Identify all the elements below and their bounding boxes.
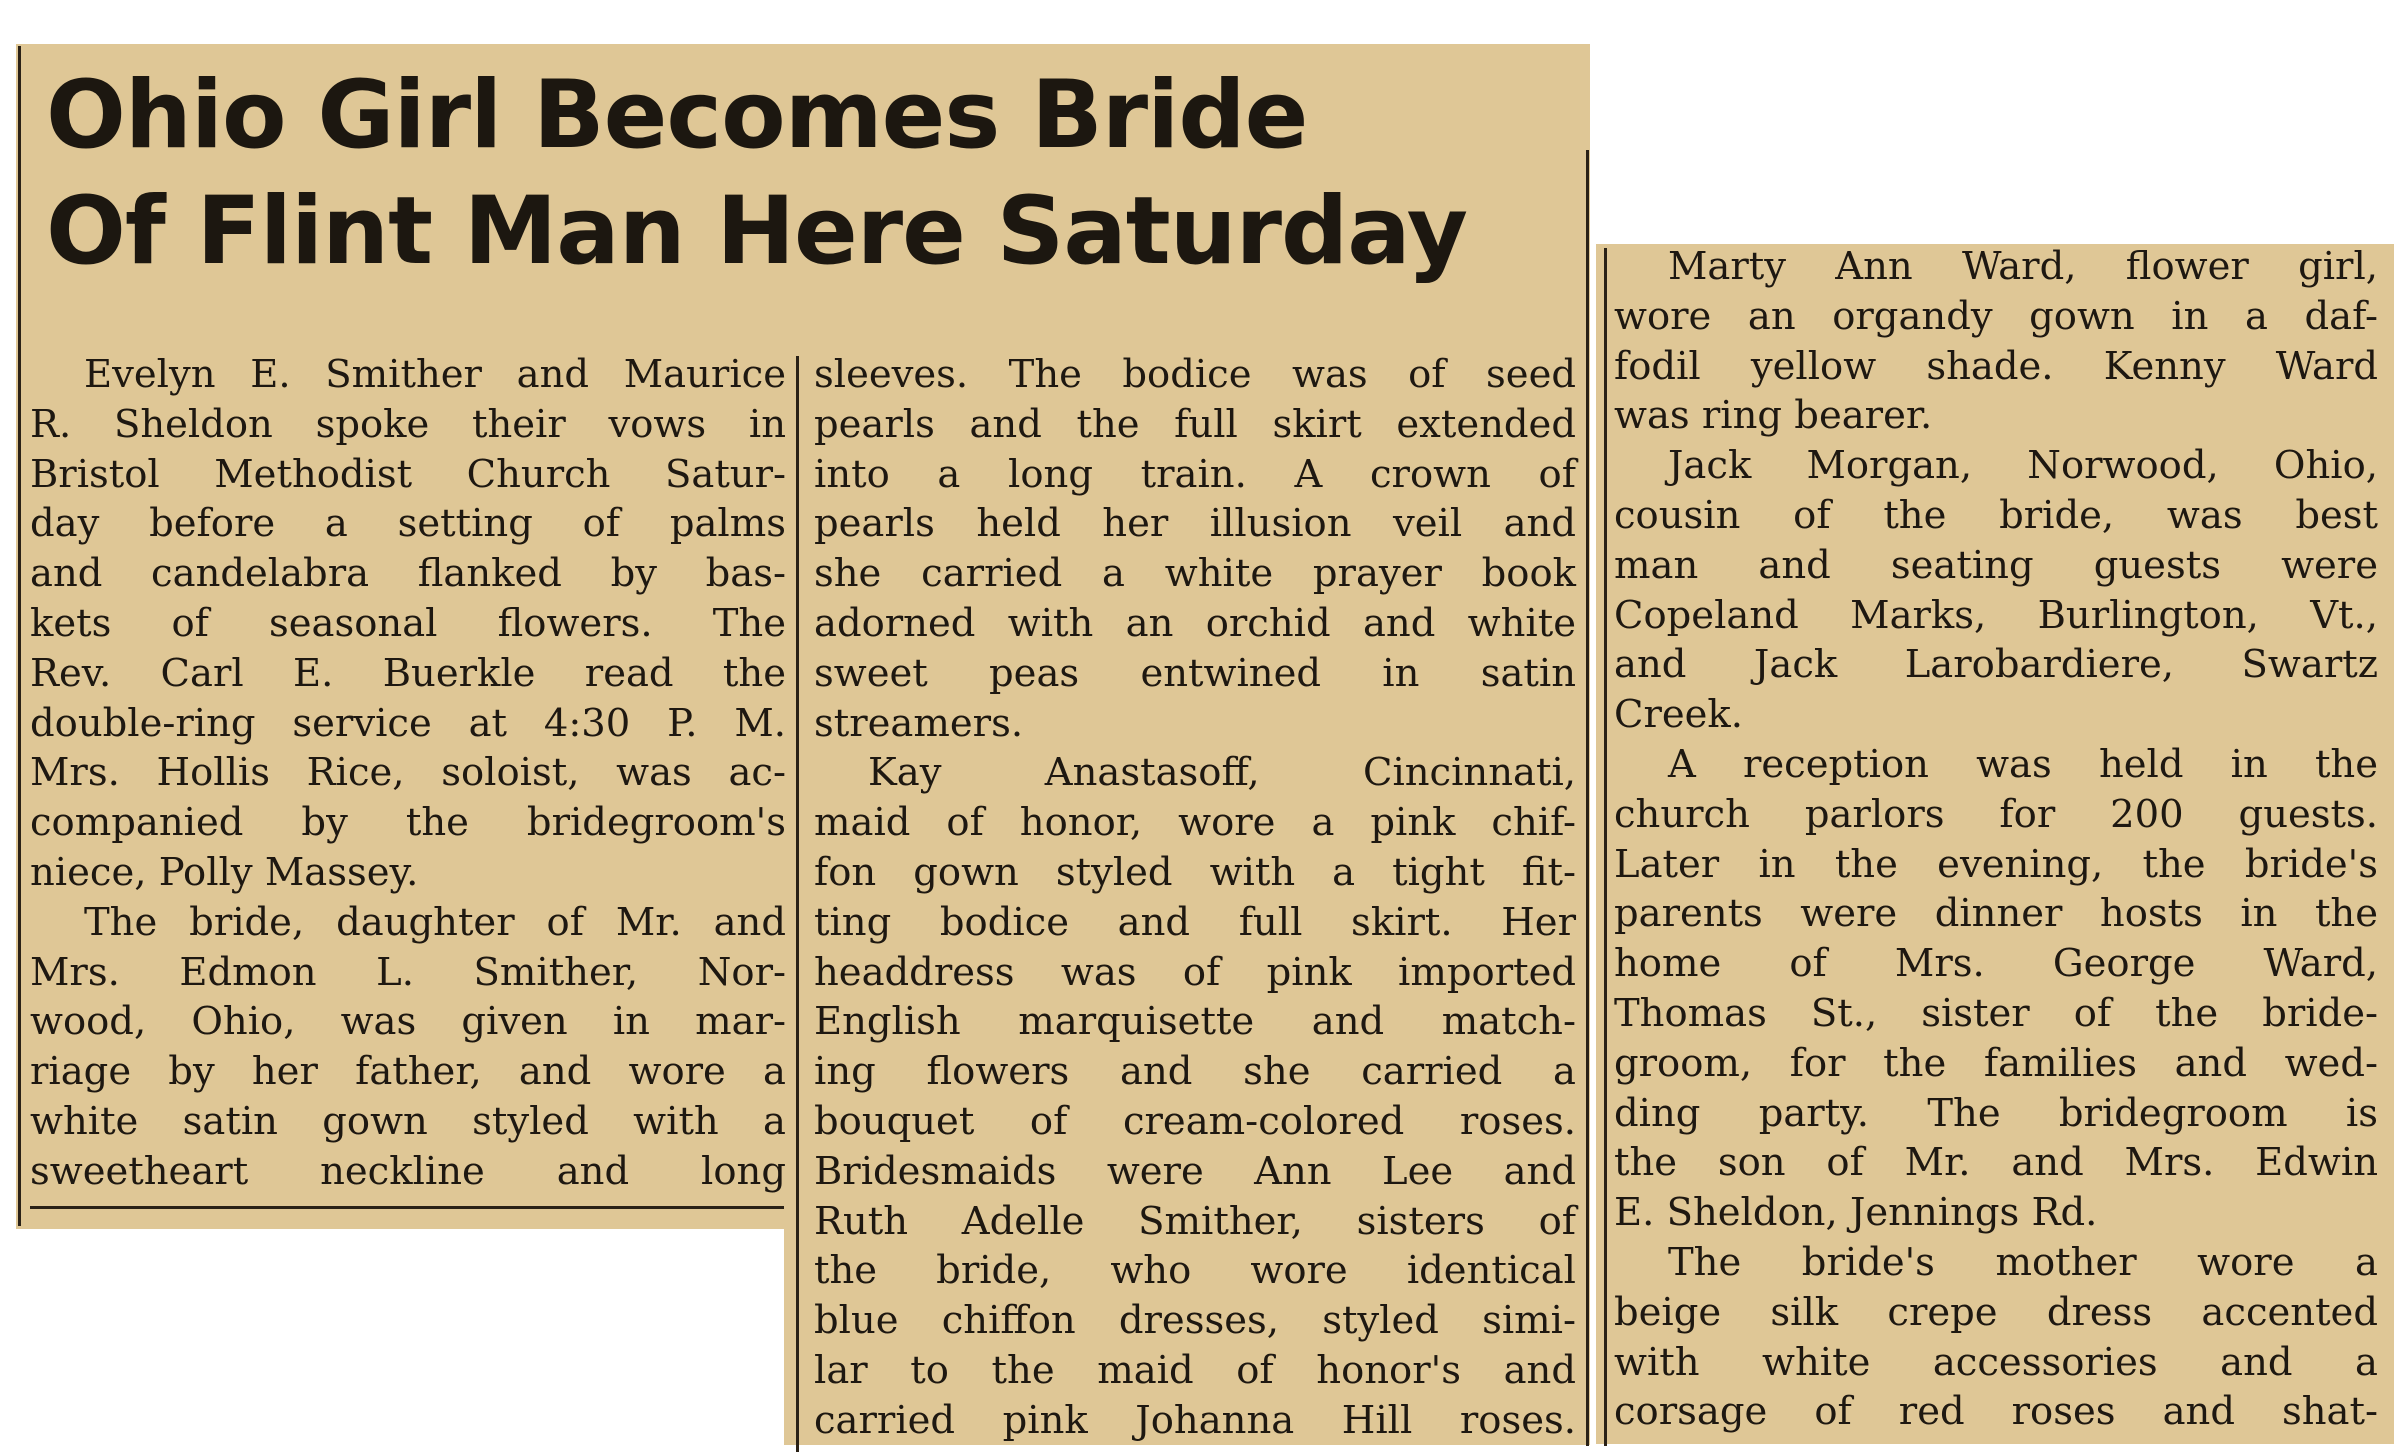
text-line: was ring bearer.: [1614, 393, 1933, 439]
text-line: Marty Ann Ward, flower girl,: [1668, 244, 2378, 289]
text-line: and candelabra flanked by bas-: [30, 551, 786, 597]
text-line: ing flowers and she carried a: [814, 1049, 1576, 1095]
text-line: Bristol Methodist Church Satur-: [30, 451, 786, 497]
text-line: Bridesmaids were Ann Lee and: [814, 1148, 1576, 1194]
column-rule-3: [1604, 248, 1607, 1446]
text-line: double-ring service at 4:30 P. M.: [30, 700, 786, 746]
text-line: niece, Polly Massey.: [30, 849, 419, 895]
text-line: ding party. The bridegroom is: [1614, 1090, 2378, 1136]
text-line: into a long train. A crown of: [814, 451, 1576, 497]
headline: [46, 58, 1546, 290]
text-line: companied by the bridegroom's: [30, 800, 786, 846]
text-line: the son of Mr. and Mrs. Edwin: [1614, 1140, 2378, 1186]
text-line: Rev. Carl E. Buerkle read the: [30, 650, 786, 696]
text-line: lar to the maid of honor's and: [814, 1347, 1576, 1393]
text-line: Mrs. Edmon L. Smither, Nor-: [30, 949, 786, 995]
text-line: fodil yellow shade. Kenny Ward: [1614, 343, 2378, 389]
text-line: sweetheart neckline and long: [30, 1148, 786, 1194]
text-line: and Jack Larobardiere, Swartz: [1614, 642, 2378, 688]
text-line: sweet peas entwined in satin: [814, 650, 1576, 696]
text-line: white satin gown styled with a: [30, 1098, 786, 1144]
left-border-rule: [18, 46, 21, 1226]
text-line: pearls and the full skirt extended: [814, 401, 1576, 447]
text-line: she carried a white prayer book: [814, 551, 1576, 597]
text-line: corsage of red roses and shat-: [1614, 1389, 2378, 1435]
text-line: headdress was of pink imported: [814, 949, 1576, 995]
text-line: home of Mrs. George Ward,: [1614, 941, 2378, 987]
text-line: riage by her father, and wore a: [30, 1049, 786, 1095]
text-line: R. Sheldon spoke their vows in: [30, 401, 786, 447]
text-line: Creek.: [1614, 692, 1743, 738]
text-line: sleeves. The bodice was of seed: [814, 352, 1576, 397]
text-line: kets of seasonal flowers. The: [30, 600, 786, 646]
text-line: The bride's mother wore a: [1668, 1239, 2378, 1285]
text-line: wore an organdy gown in a daf-: [1614, 293, 2378, 339]
text-line: Jack Morgan, Norwood, Ohio,: [1668, 443, 2378, 489]
text-line: The bride, daughter of Mr. and: [84, 899, 786, 945]
text-line: wood, Ohio, was given in mar-: [30, 999, 786, 1045]
text-line: A reception was held in the: [1668, 741, 2378, 787]
text-line: church parlors for 200 guests.: [1614, 791, 2378, 837]
column-rule-2: [1586, 150, 1589, 1446]
headline-line-1: Ohio Girl Becomes Bride: [46, 61, 1308, 170]
text-line: pearls held her illusion veil and: [814, 501, 1576, 547]
text-line: beige silk crepe dress accented: [1614, 1289, 2378, 1335]
text-line: Evelyn E. Smither and Maurice: [84, 352, 786, 397]
text-line: Copeland Marks, Burlington, Vt.,: [1614, 592, 2378, 638]
text-line: Mrs. Hollis Rice, soloist, was ac-: [30, 750, 786, 796]
article-column-1: [30, 350, 786, 1197]
text-line: the bride, who wore identical: [814, 1248, 1576, 1294]
text-line: man and seating guests were: [1614, 542, 2378, 588]
column-rule-1: [796, 356, 799, 1452]
text-line: Later in the evening, the bride's: [1614, 841, 2378, 887]
text-line: Ruth Adelle Smither, sisters of: [814, 1198, 1576, 1244]
text-line: carried pink Johanna Hill roses.: [814, 1397, 1576, 1443]
text-line: blue chiffon dresses, styled simi-: [814, 1298, 1576, 1344]
text-line: with white accessories and a: [1614, 1339, 2378, 1385]
text-line: fon gown styled with a tight fit-: [814, 849, 1576, 895]
text-line: E. Sheldon, Jennings Rd.: [1614, 1190, 2098, 1236]
text-line: streamers.: [814, 700, 1024, 746]
text-line: groom, for the families and wed-: [1614, 1040, 2378, 1086]
text-line: parents were dinner hosts in the: [1614, 891, 2378, 937]
text-line: adorned with an orchid and white: [814, 600, 1576, 646]
text-line: English marquisette and match-: [814, 999, 1576, 1045]
text-line: Kay Anastasoff, Cincinnati,: [868, 750, 1576, 796]
column-end-rule: [30, 1206, 784, 1209]
text-line: ting bodice and full skirt. Her: [814, 899, 1576, 945]
headline-line-2: Of Flint Man Here Saturday: [46, 177, 1468, 286]
text-line: Thomas St., sister of the bride-: [1614, 990, 2378, 1036]
text-line: cousin of the bride, was best: [1614, 492, 2378, 538]
text-line: maid of honor, wore a pink chif-: [814, 800, 1576, 846]
article-column-3: [1614, 242, 2378, 1437]
text-line: day before a setting of palms: [30, 501, 786, 547]
article-column-2: [814, 350, 1576, 1446]
text-line: bouquet of cream-colored roses.: [814, 1098, 1576, 1144]
